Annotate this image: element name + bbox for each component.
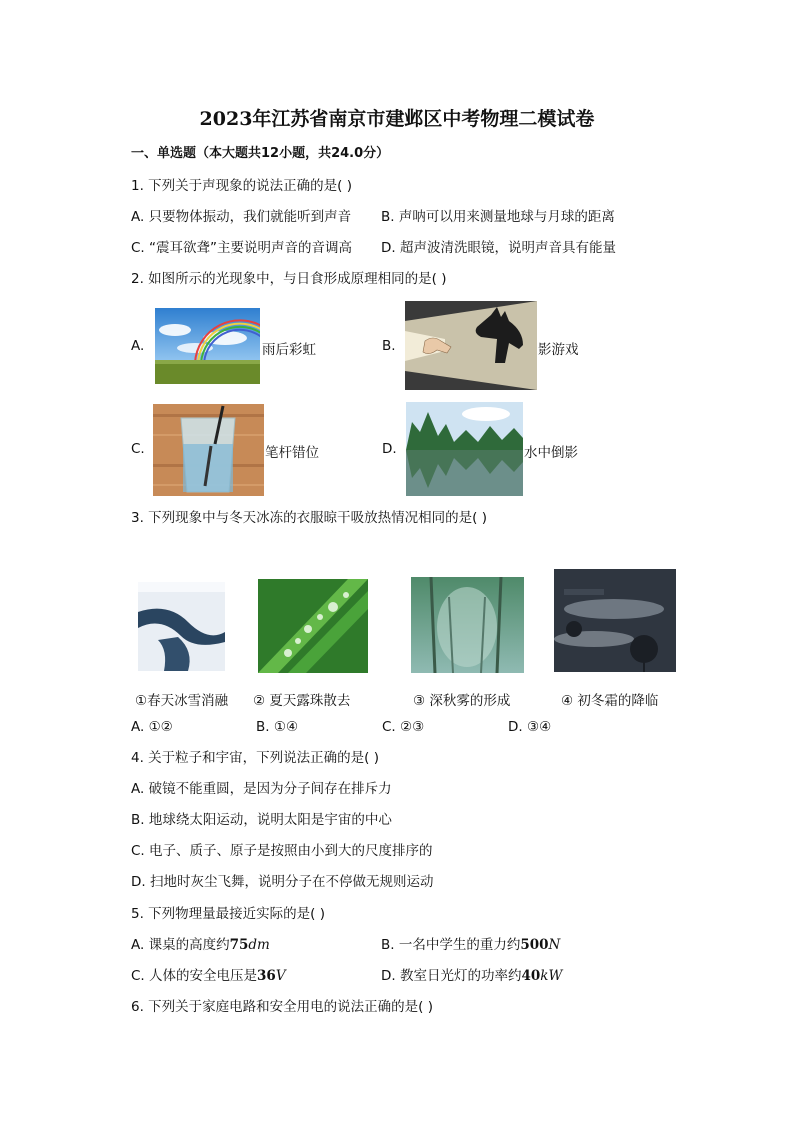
question-5-stem: 5. 下列物理量最接近实际的是( ): [131, 906, 325, 922]
q2-option-b-label: B.: [382, 338, 396, 354]
q2-option-c-caption: 笔杆错位: [265, 445, 319, 461]
q5-option-c: [131, 967, 286, 985]
q5-option-b-value: 500: [520, 937, 549, 953]
q5-option-a-unit: dm: [248, 937, 270, 953]
autumn-fog-image: [411, 577, 524, 673]
exam-title: 2023年江苏省南京市建邺区中考物理二模试卷: [199, 108, 595, 130]
winter-frost-image: [554, 569, 676, 672]
q5-option-d: [381, 967, 562, 985]
q5-option-a: [131, 936, 270, 954]
q5-option-b-unit: N: [548, 937, 561, 953]
q4-option-d: D. 扫地时灰尘飞舞，说明分子在不停做无规则运动: [131, 874, 434, 890]
q5-option-a-text: A. 课桌的高度约: [131, 937, 230, 953]
question-2-stem: 2. 如图所示的光现象中，与日食形成原理相同的是( ): [131, 271, 447, 287]
q2-option-a-caption: 雨后彩虹: [262, 342, 316, 358]
q5-option-a-value: 75: [229, 937, 249, 953]
q3-caption-3: ③ 深秋雾的形成: [413, 693, 511, 709]
q5-option-c-unit: V: [275, 968, 286, 984]
q3-caption-4: ④ 初冬霜的降临: [561, 693, 659, 709]
q5-option-d-text: D. 教室日光灯的功率约: [381, 968, 522, 984]
q3-option-a: A. ①②: [131, 719, 173, 735]
question-1-stem: 1. 下列关于声现象的说法正确的是( ): [131, 178, 352, 194]
q4-option-c: C. 电子、质子、原子是按照由小到大的尺度排序的: [131, 843, 433, 859]
q2-option-b-caption: 影游戏: [538, 342, 579, 358]
q4-option-a: A. 破镜不能重圆，是因为分子间存在排斥力: [131, 781, 392, 797]
q3-option-b: B. ①④: [256, 719, 299, 735]
melting-snow-image: [138, 582, 225, 671]
q2-option-a-label: A.: [131, 338, 145, 354]
q5-option-b: [381, 936, 560, 954]
dew-leaf-image: [258, 579, 368, 673]
question-3-stem: 3. 下列现象中与冬天冰冻的衣服晾干吸放热情况相同的是( ): [131, 510, 487, 526]
q5-option-d-unit: kW: [540, 968, 563, 984]
q3-caption-1: ①春天冰雪消融: [135, 693, 229, 709]
q5-option-d-value: 40: [521, 968, 541, 984]
question-4-stem: 4. 关于粒子和宇宙，下列说法正确的是( ): [131, 750, 379, 766]
q1-option-a: A. 只要物体振动，我们就能听到声音: [131, 209, 352, 225]
q1-option-c: C. “震耳欲聋”主要说明声音的音调高: [131, 240, 352, 256]
q2-option-c-label: C.: [131, 441, 145, 457]
q3-caption-2: ② 夏天露珠散去: [253, 693, 351, 709]
q1-option-d: D. 超声波清洗眼镜，说明声音具有能量: [381, 240, 616, 256]
question-6-stem: 6. 下列关于家庭电路和安全用电的说法正确的是( ): [131, 999, 433, 1015]
q1-option-b: B. 声呐可以用来测量地球与月球的距离: [381, 209, 615, 225]
q3-option-c: C. ②③: [382, 719, 425, 735]
glass-pencil-image: [153, 404, 264, 496]
q5-option-c-value: 36: [257, 968, 276, 984]
q5-option-b-text: B. 一名中学生的重力约: [381, 937, 521, 953]
q2-option-d-label: D.: [382, 441, 397, 457]
section-heading: 一、单选题（本大题共12小题，共24.0分）: [131, 146, 390, 161]
q5-option-c-text: C. 人体的安全电压是: [131, 968, 258, 984]
q3-option-d: D. ③④: [508, 719, 552, 735]
shadow-puppet-image: [405, 301, 537, 390]
q2-option-d-caption: 水中倒影: [524, 445, 578, 461]
rainbow-image: [155, 308, 260, 384]
q4-option-b: B. 地球绕太阳运动，说明太阳是宇宙的中心: [131, 812, 392, 828]
water-reflection-image: [406, 402, 523, 496]
